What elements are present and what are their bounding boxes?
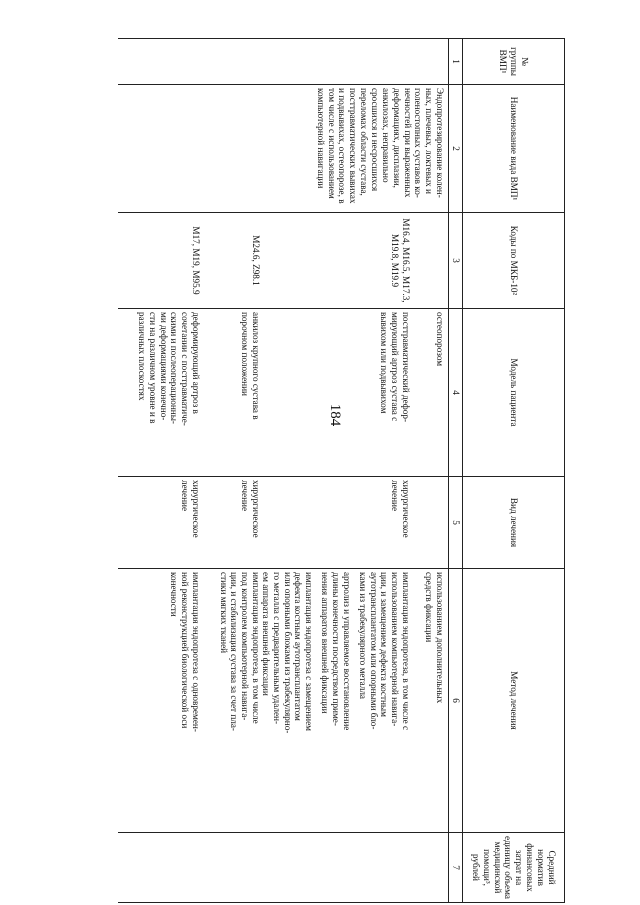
treatment-method-line: ками из трабекулярного металла — [357, 572, 368, 699]
treatment-type-line: хирургическое — [401, 480, 412, 538]
header-cost-norm: Средний норматив финансовых затрат на единицу объема медицинской помощи³, рублей — [463, 833, 565, 903]
header-vmp-name: Наименование вида ВМП¹ — [463, 85, 565, 213]
treatment-method-line: нения аппаратов внешней фиксации — [320, 572, 331, 714]
treatment-type-block — [261, 480, 411, 565]
icd-code-block — [201, 216, 261, 305]
treatment-method-line: под контролем компьютерной навига- — [240, 572, 251, 721]
icd-code-line: M16.4, M16.5, M17.3, — [401, 218, 412, 303]
treatment-method-cell — [118, 569, 449, 833]
treatment-method-line: аутотрансплантатом или опорными бло- — [368, 572, 379, 730]
column-number: 1 — [449, 39, 463, 85]
column-number: 3 — [449, 213, 463, 309]
vmp-name-line: и подвывихах, остеопорозе, в — [337, 88, 348, 204]
icd-code-block — [261, 216, 411, 305]
patient-model-line: остеопорозом — [435, 312, 446, 367]
patient-model-block — [121, 312, 201, 473]
header-treatment-type: Вид лечения — [463, 477, 565, 569]
treatment-method-block — [201, 572, 261, 829]
treatment-method-line: имплантация эндопротеза, в том числе с — [401, 572, 412, 731]
cost-norm-cell — [118, 833, 449, 903]
patient-model-line: вывихом или подвывихом — [379, 312, 390, 414]
treatment-method-line: артролиз и управляемое восстановление — [341, 572, 352, 731]
treatment-type-line: лечение — [180, 480, 191, 512]
treatment-method-line: стики мягких тканей — [218, 572, 229, 654]
treatment-type-line: лечение — [240, 480, 251, 512]
treatment-type-cell — [118, 477, 449, 569]
treatment-type-block — [201, 480, 261, 565]
header-row — [463, 39, 565, 903]
column-number: 4 — [449, 309, 463, 477]
icd-code-line: M24.6, Z98.1 — [251, 235, 262, 286]
treatment-method-line: конечности — [169, 572, 180, 617]
icd-code-line: M19.8, M19.9 — [390, 233, 401, 288]
treatment-method-line: дефекта костным аутотрансплантатом — [293, 572, 304, 721]
icd-codes-cell — [118, 213, 449, 309]
treatment-type-line: хирургическое — [191, 480, 202, 538]
treatment-type-block — [121, 480, 201, 565]
treatment-method-line: имплантация эндопротеза с одновремен- — [191, 572, 202, 732]
page-number: 184 — [327, 403, 343, 427]
treatment-type-line: хирургическое — [251, 480, 262, 538]
column-number: 7 — [449, 833, 463, 903]
patient-model-line: порочном положении — [240, 312, 251, 396]
patient-model-line: различных плоскостях — [136, 312, 147, 401]
treatment-method-line: или опорными блоками из трабекулярно- — [282, 572, 293, 734]
table-body-row — [118, 39, 449, 903]
vmp-name-cell — [118, 85, 449, 213]
treatment-type-block — [411, 480, 445, 565]
header-patient-model: Модель пациента — [463, 309, 565, 477]
vmp-table — [118, 38, 565, 903]
patient-model-line: деформирующий артроз в — [191, 312, 202, 414]
column-number: 6 — [449, 569, 463, 833]
treatment-method-line: ной реконструкцией биологической оси — [180, 572, 191, 729]
group-number-cell — [118, 39, 449, 85]
treatment-method-line: ции, и замещением дефекта костным — [379, 572, 390, 717]
icd-code-block — [411, 216, 445, 305]
vmp-name-line: компьютерной навигации — [315, 88, 326, 189]
vmp-name-line: ных, плечевых, локтевых и — [424, 88, 435, 194]
patient-model-line: скими и послеоперационны- — [169, 312, 180, 424]
treatment-method-line: ции, и стабилизация сустава за счет пла- — [229, 572, 240, 731]
vmp-name-line: посттравматических вывихах — [348, 88, 359, 204]
header-icd-codes: Коды по МКБ-10² — [463, 213, 565, 309]
column-number-row — [449, 39, 463, 903]
treatment-method-block — [261, 572, 411, 829]
header-treatment-method: Метод лечения — [463, 569, 565, 833]
vmp-name-line: голеностопных суставов ко- — [413, 88, 424, 198]
column-number: 2 — [449, 85, 463, 213]
treatment-method-line: длины конечности посредством приме- — [330, 572, 341, 726]
vmp-name-line: анкилозах, неправильно — [380, 88, 391, 183]
header-group-number: № группы ВМП¹ — [463, 39, 565, 85]
treatment-method-block — [411, 572, 445, 829]
treatment-method-line: го металла с предварительным удален- — [271, 572, 282, 725]
vmp-name-line: переломах области сустава, — [359, 88, 370, 196]
treatment-method-line: использованием компьютерной навига- — [390, 572, 401, 727]
patient-model-block — [201, 312, 261, 473]
vmp-name-line: том числе с использованием — [326, 88, 337, 199]
patient-model-block — [261, 312, 411, 473]
patient-model-line: ми деформациями конечно- — [158, 312, 169, 421]
patient-model-line: посттравматический дефор- — [401, 312, 412, 422]
patient-model-line: анкилоз крупного сустава в — [251, 312, 262, 420]
patient-model-block — [411, 312, 445, 473]
patient-model-line: мирующий артроз сустава с — [390, 312, 401, 422]
treatment-type-line: лечение — [390, 480, 401, 512]
patient-model-line: сти на различном уровне и в — [147, 312, 158, 424]
patient-model-line: сочетании с посттравматиче- — [180, 312, 191, 426]
icd-code-line: M17, M19, M95.9 — [191, 226, 202, 295]
treatment-method-line: имплантация эндопротеза, в том числе — [251, 572, 262, 724]
treatment-method-line: использованием дополнительных — [435, 572, 446, 704]
vmp-name-line: Эндопротезирование колен- — [435, 88, 446, 198]
treatment-method-line: средств фиксации — [424, 572, 435, 643]
treatment-method-line: ем аппарата внешней фиксации — [260, 572, 271, 696]
vmp-name-line: сросшихся и несросшихся — [369, 88, 380, 192]
vmp-name-line: нечностей при выраженных — [402, 88, 413, 198]
patient-model-cell — [118, 309, 449, 477]
rotated-table-sheet — [75, 38, 565, 902]
treatment-method-block — [121, 572, 201, 829]
treatment-method-line: имплантация эндопротеза с замещением — [304, 572, 315, 731]
icd-code-block — [121, 216, 201, 305]
vmp-name-line: деформациях, дисплазии, — [391, 88, 402, 188]
column-number: 5 — [449, 477, 463, 569]
